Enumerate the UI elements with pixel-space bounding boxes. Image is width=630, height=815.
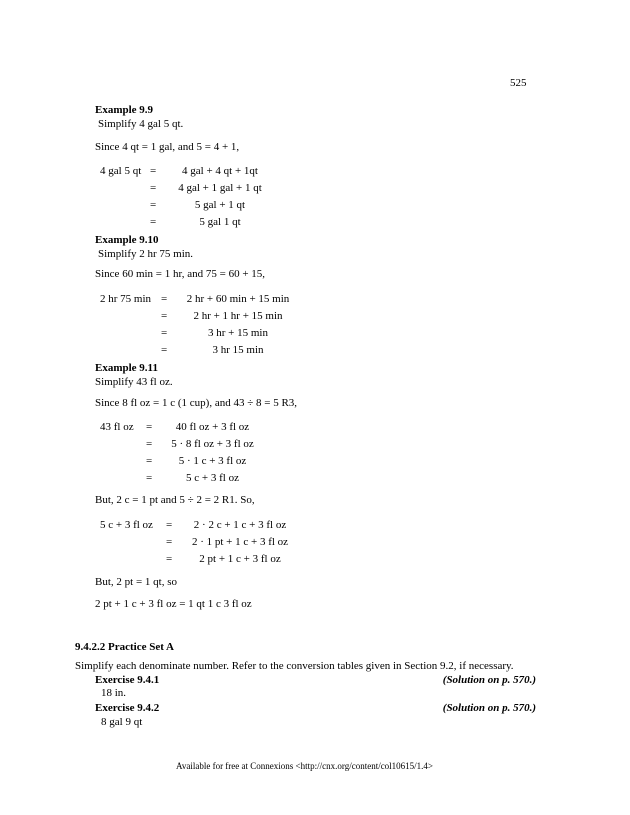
equation-rhs: 2 · 1 pt + 1 c + 3 fl oz [191, 536, 289, 548]
equation-rhs: 5 · 8 fl oz + 3 fl oz [171, 438, 254, 450]
but-line-2: But, 2 pt = 1 qt, so [95, 576, 177, 588]
solution-link[interactable]: (Solution on p. 570.) [442, 674, 536, 686]
equation-rhs: 2 hr + 1 hr + 15 min [193, 310, 283, 322]
equals-sign: = [166, 553, 173, 565]
equation-rhs: 5 gal + 1 qt [194, 199, 246, 211]
equation-rhs: 4 gal + 4 qt + 1qt [182, 165, 258, 177]
equals-sign: = [161, 310, 168, 322]
section-heading: 9.4.2.2 Practice Set A [75, 641, 174, 653]
footer-availability: Available for free at Connexions <http://cnx.org/content/col10615/1.4> [176, 761, 434, 771]
equation-rhs: 5 · 1 c + 3 fl oz [178, 455, 247, 467]
equals-sign: = [146, 455, 153, 467]
equals-sign: = [150, 199, 157, 211]
equation-lhs: 4 gal 5 qt [100, 165, 142, 177]
equals-sign: = [146, 472, 153, 484]
equation-rhs: 5 gal 1 qt [199, 216, 241, 228]
exercise-title: Exercise 9.4.2 [95, 702, 160, 714]
equals-sign: = [146, 438, 153, 450]
equation-rhs: 3 hr 15 min [212, 344, 264, 356]
equals-sign: = [150, 182, 157, 194]
equals-sign: = [161, 327, 168, 339]
exercise-body: 8 gal 9 qt [101, 716, 143, 728]
equals-sign: = [161, 293, 168, 305]
equation-rhs: 2 pt + 1 c + 3 fl oz [199, 553, 281, 565]
example-9-9-title: Example 9.9 [95, 104, 154, 116]
equation-rhs: 4 gal + 1 gal + 1 qt [178, 182, 262, 194]
equation-rhs: 3 hr + 15 min [208, 327, 268, 339]
equals-sign: = [150, 216, 157, 228]
example-9-11-title: Example 9.11 [95, 362, 158, 374]
example-9-9-prompt: Simplify 4 gal 5 qt. [98, 118, 184, 130]
solution-link[interactable]: (Solution on p. 570.) [442, 702, 536, 714]
equals-sign: = [146, 421, 153, 433]
equation-rhs: 2 hr + 60 min + 15 min [186, 293, 290, 305]
example-9-10-since: Since 60 min = 1 hr, and 75 = 60 + 15, [95, 268, 266, 280]
page-number: 525 [510, 77, 527, 89]
example-9-10-title: Example 9.10 [95, 234, 159, 246]
exercise-title: Exercise 9.4.1 [95, 674, 160, 686]
equation-rhs: 2 · 2 c + 1 c + 3 fl oz [193, 519, 287, 531]
example-9-9-since: Since 4 qt = 1 gal, and 5 = 4 + 1, [95, 141, 240, 153]
equation-rhs: 5 c + 3 fl oz [186, 472, 239, 484]
example-9-11-prompt: Simplify 43 fl oz. [95, 376, 173, 388]
equals-sign: = [150, 165, 157, 177]
final-equation: 2 pt + 1 c + 3 fl oz = 1 qt 1 c 3 fl oz [95, 598, 252, 610]
example-9-10-prompt: Simplify 2 hr 75 min. [98, 248, 194, 260]
equation-lhs: 43 fl oz [100, 421, 134, 433]
equals-sign: = [166, 536, 173, 548]
equation-lhs: 5 c + 3 fl oz [100, 519, 153, 531]
equation-lhs: 2 hr 75 min [100, 293, 152, 305]
example-9-11-since: Since 8 fl oz = 1 c (1 cup), and 43 ÷ 8 = 5 R3, [95, 397, 298, 409]
equals-sign: = [166, 519, 173, 531]
section-instructions: Simplify each denominate number. Refer to the conversion tables given in Section 9.2, if necessary. [75, 660, 514, 672]
but-line-1: But, 2 c = 1 pt and 5 ÷ 2 = 2 R1. So, [95, 494, 255, 506]
equals-sign: = [161, 344, 168, 356]
equation-rhs: 40 fl oz + 3 fl oz [175, 421, 250, 433]
exercise-body: 18 in. [101, 687, 127, 699]
